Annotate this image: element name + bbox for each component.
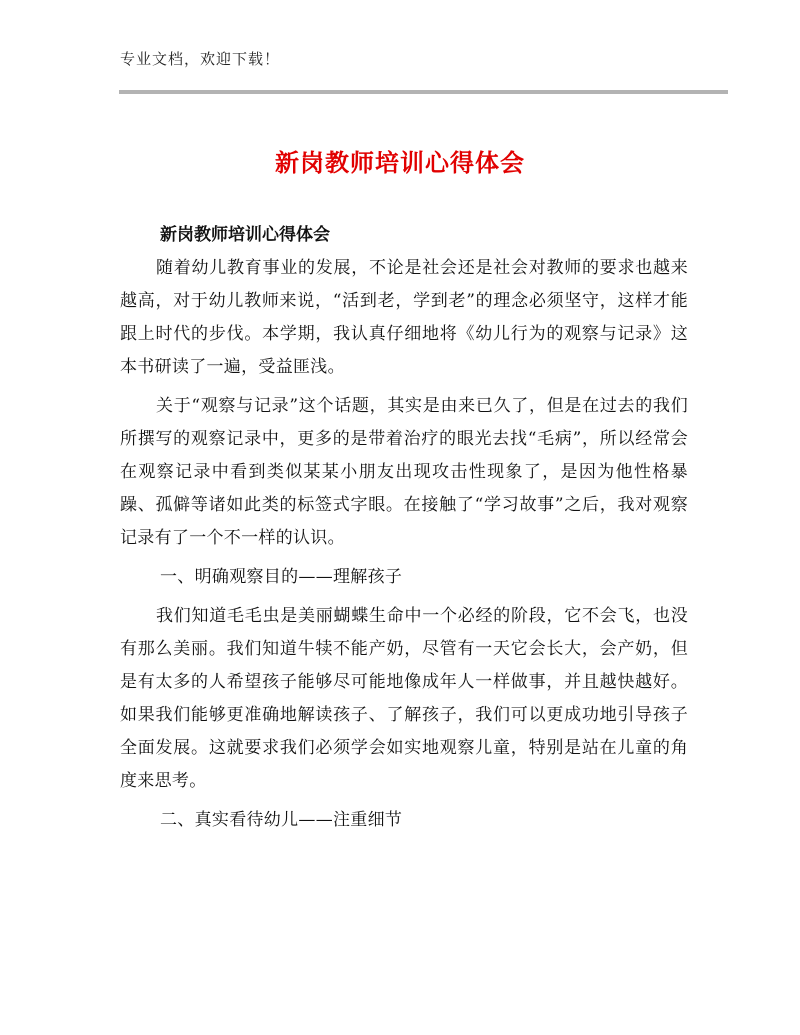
document-subtitle: 新岗教师培训心得体会 (160, 225, 330, 245)
body-paragraph-2: 关于“观察与记录”这个话题，其实是由来已久了，但是在过去的我们所撰写的观察记录中，更多的是带着治疗的眼光去找“毛病”，所以经常会在观察记录中看到类似某某小朋友出现攻击性现象了，是因为他性格暴躁、孤僻等诸如此类的标签式字眼。在接触了“学习故事”之后，我对观察记录有了一个不一样的认识。 (120, 396, 688, 548)
document-title: 新岗教师培训心得体会 (275, 149, 525, 177)
section-heading-1: 一、明确观察目的——理解孩子 (160, 567, 403, 587)
header-divider (119, 90, 728, 94)
body-paragraph-3: 我们知道毛毛虫是美丽蝴蝶生命中一个必经的阶段，它不会飞，也没有那么美丽。我们知道牛犊不能产奶，尽管有一天它会长大，会产奶，但是有太多的人希望孩子能够尽可能地像成年人一样做事，并且越快越好。如果我们能够更准确地解读孩子、了解孩子，我们可以更成功地引导孩子全面发展。这就要求我们必须学会如实地观察儿童，特别是站在儿童的角度来思考。 (120, 606, 688, 791)
page-header: 专业文档，欢迎下载！ (120, 50, 281, 68)
document-body (120, 218, 688, 843)
section-heading-2: 二、真实看待幼儿——注重细节 (160, 810, 403, 830)
body-paragraph-1: 随着幼儿教育事业的发展，不论是社会还是社会对教师的要求也越来越高，对于幼儿教师来说，“活到老，学到老”的理念必须坚守，这样才能跟上时代的步伐。本学期，我认真仔细地将《幼儿行为的观察与记录》这本书研读了一遍，受益匪浅。 (120, 258, 688, 377)
